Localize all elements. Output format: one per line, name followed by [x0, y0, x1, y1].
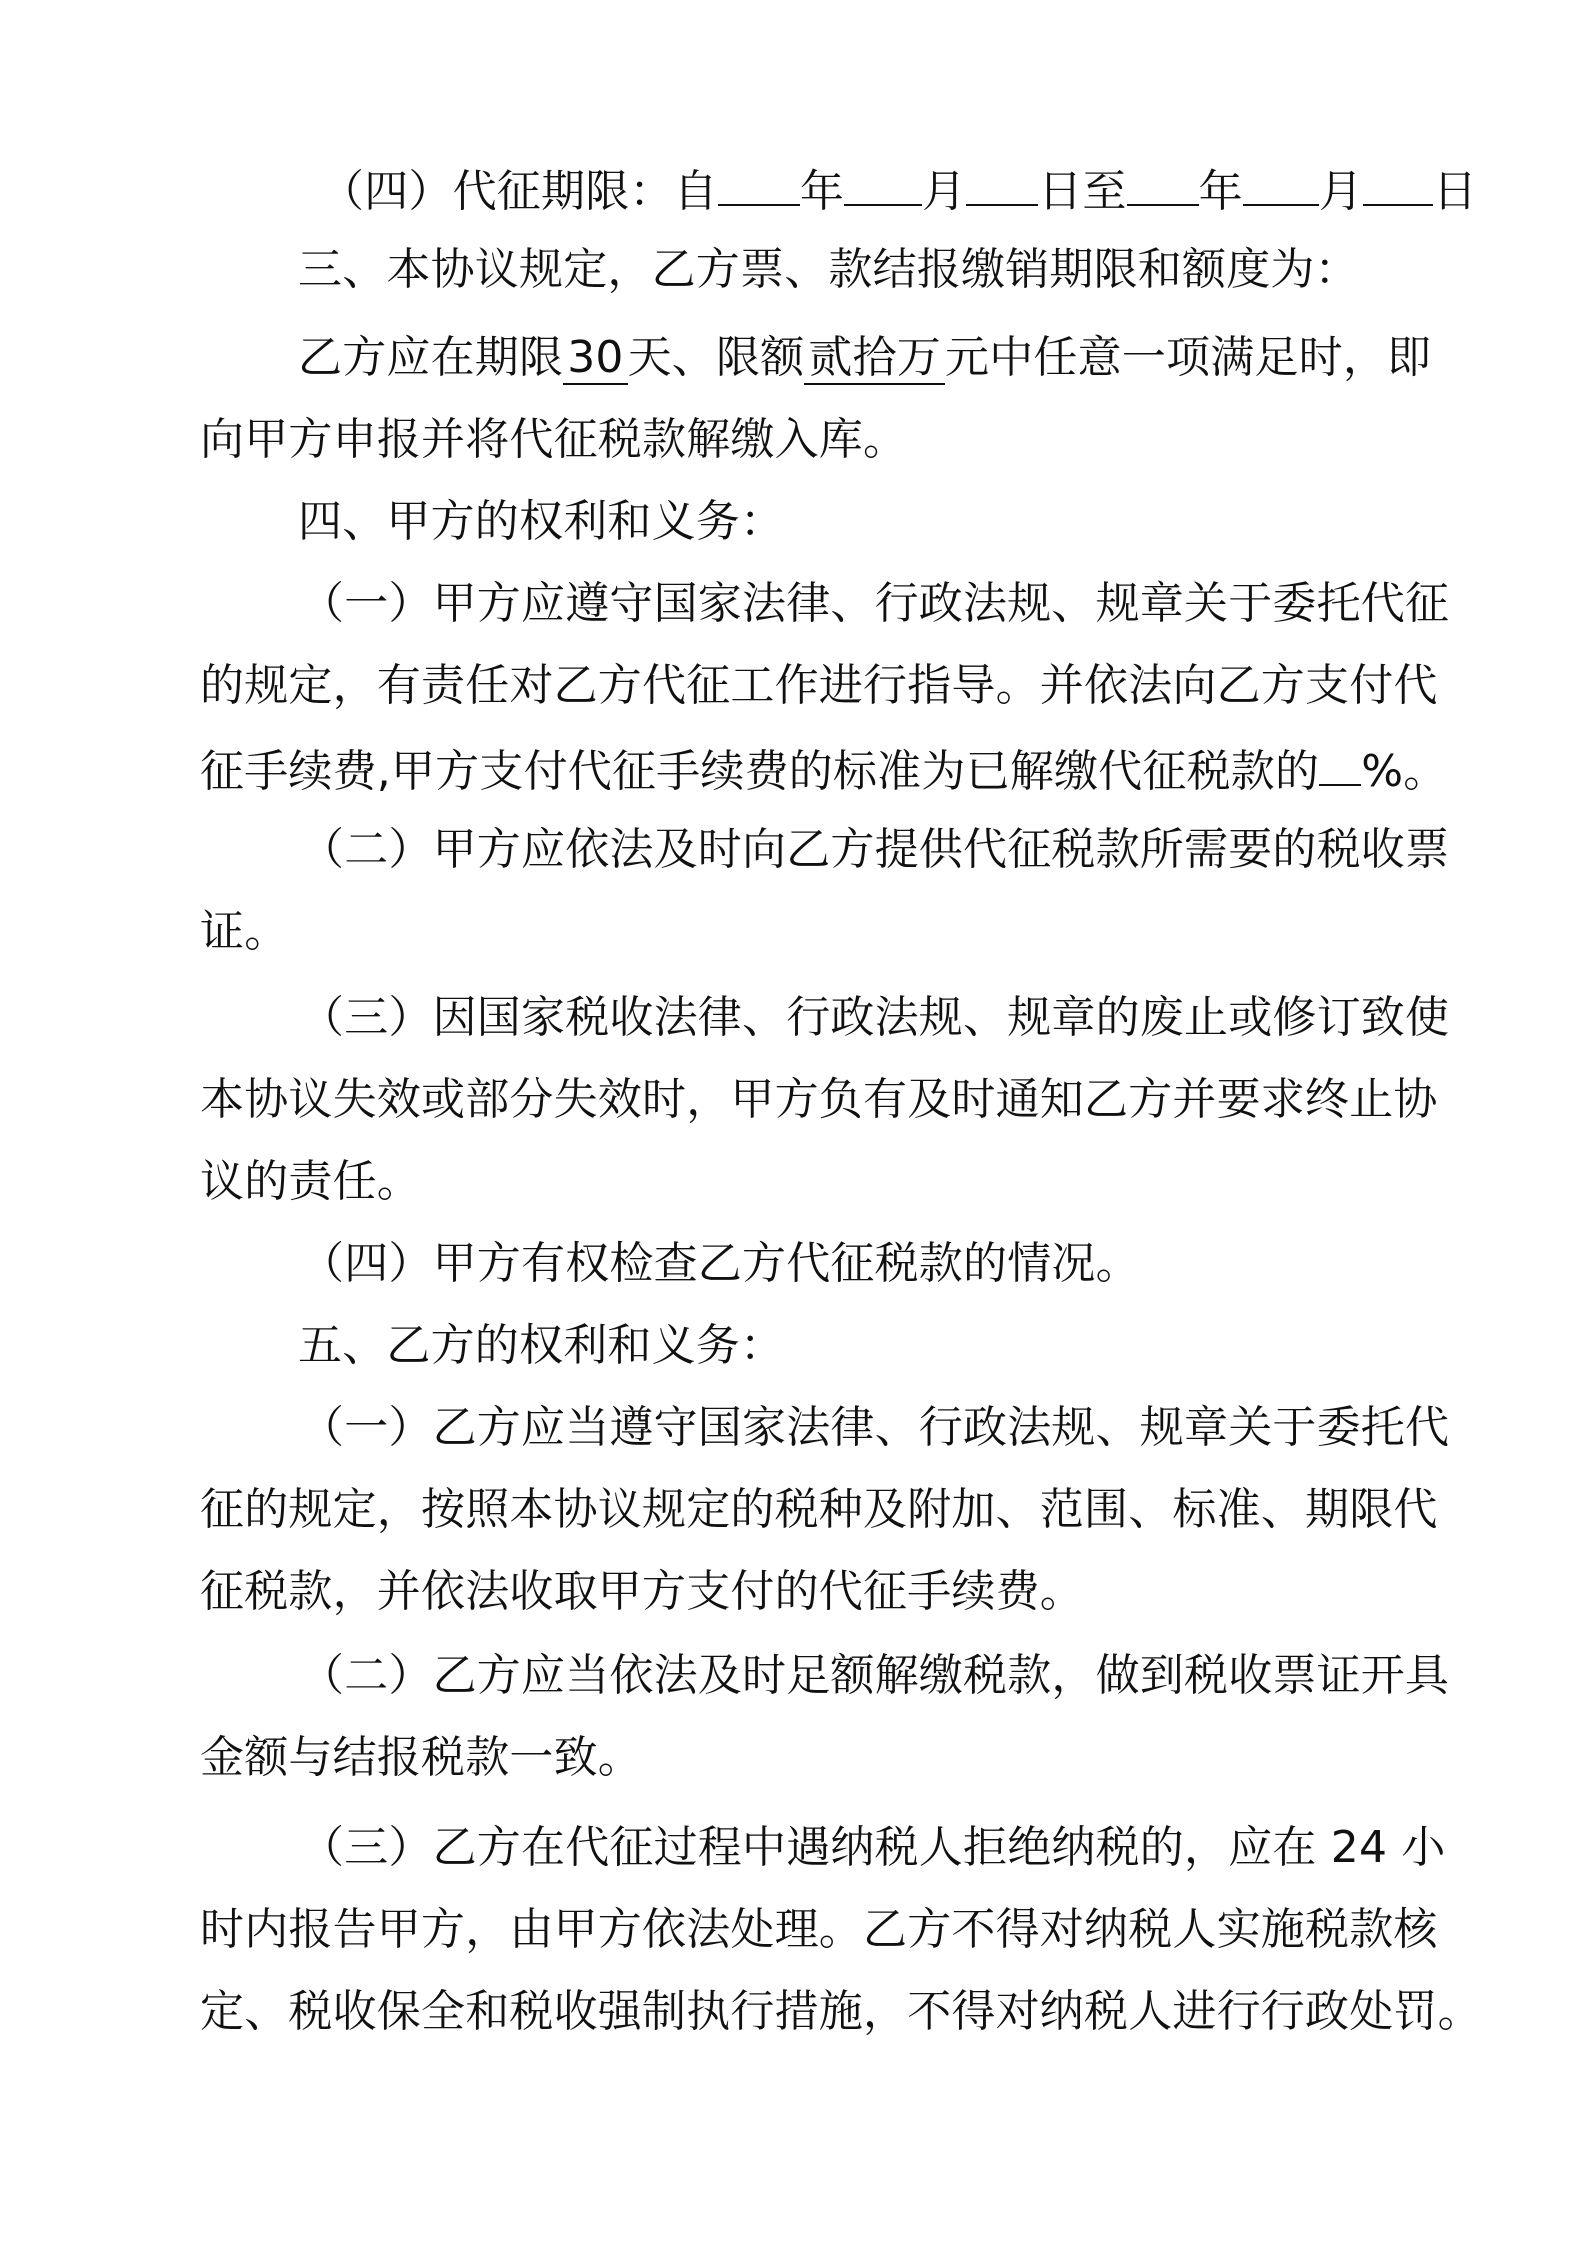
- s5-3-line-1: （三）乙方在代征过程中遇纳税人拒绝纳税的，应在 24 小: [300, 1822, 1446, 1873]
- s4-3-line-1: （三）因国家税收法律、行政法规、规章的废止或修订致使: [300, 992, 1450, 1043]
- period-day-2: 日: [1433, 166, 1478, 217]
- blank-end-day[interactable]: [1363, 158, 1433, 206]
- s3-amount-value[interactable]: 贰拾万: [804, 332, 945, 385]
- s4-1-line-3-pct: %。: [1361, 746, 1448, 797]
- section-3-line-2: 向甲方申报并将代征税款解缴入库。: [200, 414, 908, 465]
- s3-text-pre: 乙方应在期限: [298, 332, 564, 383]
- s5-3-line-2: 时内报告甲方，由甲方依法处理。乙方不得对纳税人实施税款核: [200, 1904, 1438, 1955]
- s5-2-line-2: 金额与结报税款一致。: [200, 1732, 642, 1783]
- s3-days-value[interactable]: 30: [563, 332, 627, 385]
- blank-start-month[interactable]: [844, 158, 922, 206]
- blank-start-year[interactable]: [718, 158, 800, 206]
- blank-end-month[interactable]: [1243, 158, 1319, 206]
- s5-1-line-3: 征税款，并依法收取甲方支付的代征手续费。: [200, 1566, 1084, 1617]
- s3-text-mid: 天、限额: [627, 332, 805, 383]
- period-label: （四）代征期限：自: [320, 166, 718, 217]
- period-day-to: 日至: [1038, 166, 1127, 217]
- s4-3-line-2: 本协议失效或部分失效时，甲方负有及时通知乙方并要求终止协: [200, 1074, 1438, 1125]
- s5-1-line-1: （一）乙方应当遵守国家法律、行政法规、规章关于委托代: [300, 1402, 1450, 1453]
- section-3-heading: 三、本协议规定，乙方票、款结报缴销期限和额度为：: [298, 244, 1359, 295]
- period-year-1: 年: [799, 166, 845, 217]
- period-line: [320, 158, 1520, 218]
- s4-1-line-3-text: 征手续费,甲方支付代征手续费的标准为已解缴代征税款的: [200, 746, 1320, 797]
- s4-1-line-2: 的规定，有责任对乙方代征工作进行指导。并依法向乙方支付代: [200, 660, 1438, 711]
- period-year-2: 年: [1198, 166, 1243, 217]
- s4-4-line-1: （四）甲方有权检查乙方代征税款的情况。: [300, 1238, 1140, 1289]
- s3-text-post: 元中任意一项满足时，即: [945, 332, 1432, 383]
- s4-2-line-1: （二）甲方应依法及时向乙方提供代征税款所需要的税收票: [300, 824, 1450, 875]
- s4-1-line-1: （一）甲方应遵守国家法律、行政法规、规章关于委托代征: [300, 578, 1450, 629]
- section-5-heading: 五、乙方的权利和义务：: [298, 1320, 785, 1371]
- period-month-1: 月: [922, 166, 967, 217]
- s5-1-line-2: 征的规定，按照本协议规定的税种及附加、范围、标准、期限代: [200, 1484, 1438, 1535]
- period-month-2: 月: [1318, 166, 1364, 217]
- blank-end-year[interactable]: [1127, 158, 1199, 206]
- blank-start-day[interactable]: [966, 158, 1038, 206]
- s4-3-line-3: 议的责任。: [200, 1156, 421, 1207]
- s5-3-line-3: 定、税收保全和税收强制执行措施，不得对纳税人进行行政处罚。: [200, 1986, 1482, 2037]
- section-3-line-1: [298, 328, 1586, 388]
- section-4-heading: 四、甲方的权利和义务：: [298, 496, 785, 547]
- s5-2-line-1: （二）乙方应当依法及时足额解缴税款，做到税收票证开具: [300, 1650, 1450, 1701]
- s4-1-line-3: [200, 738, 1586, 798]
- blank-fee-percent[interactable]: [1319, 738, 1361, 786]
- s4-2-line-2: 证。: [200, 906, 289, 957]
